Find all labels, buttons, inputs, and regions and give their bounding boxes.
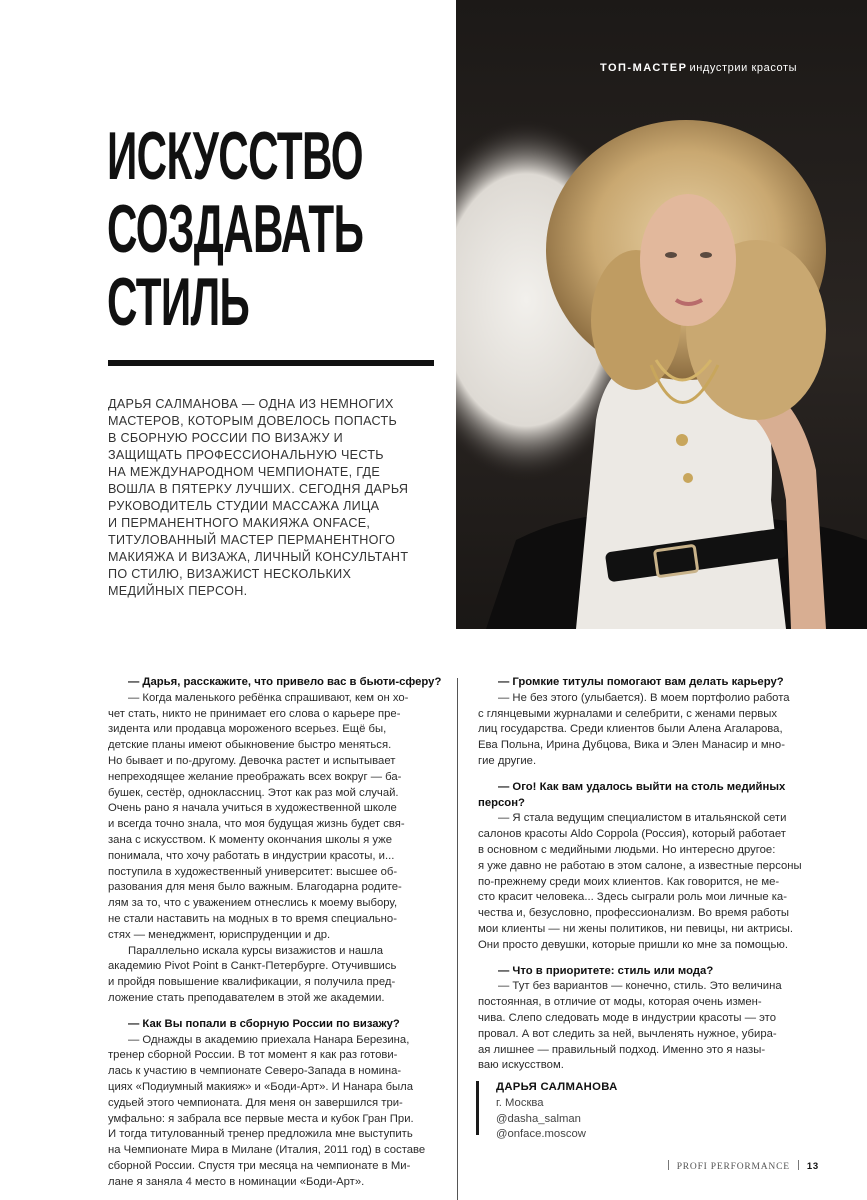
answer-line: умфально: я забрала все первые места и кубок Гран При. xyxy=(108,1112,414,1125)
answer-line: зидента или продавца мороженого всерьез. Ещё бы, xyxy=(108,723,387,736)
answer-line: — Когда маленького ребёнка спрашивают, кем он хо- xyxy=(128,691,409,704)
answer-line: понимала, что хочу работать в индустрии красоты, и... xyxy=(108,849,395,862)
answer-line: — Однажды в академию приехала Нанара Березина, xyxy=(128,1033,410,1046)
interview-question: — Громкие титулы помогают вам делать карьеру? xyxy=(498,676,784,688)
answer-line: Очень рано я начала учиться в художественной школе xyxy=(108,802,397,815)
column-divider xyxy=(457,678,458,1200)
answer-line: чет стать, никто не принимает его слова о карьере пре- xyxy=(108,707,401,720)
bio-city: г. Москва xyxy=(496,1096,544,1109)
answer-line: ложение стать преподавателем в этой же академии. xyxy=(108,991,385,1004)
lead-line: МАСТЕРОВ, КОТОРЫМ ДОВЕЛОСЬ ПОПАСТЬ xyxy=(108,414,398,428)
answer-line: — Не без этого (улыбается). В моем портфолио работа xyxy=(498,691,790,704)
answer-line: тренер сборной России. В тот момент я как раз готови- xyxy=(108,1049,398,1062)
answer-line: я уже давно не работаю в этом салоне, а известные персоны xyxy=(478,859,802,872)
answer-line: постоянная, в отличие от моды, которая очень измен- xyxy=(478,996,762,1009)
answer-line: Они просто девушки, которые пришли ко мне за помощью. xyxy=(478,938,788,951)
footer-separator xyxy=(668,1160,669,1170)
lead-line: ПО СТИЛЮ, ВИЗАЖИСТ НЕСКОЛЬКИХ xyxy=(108,567,352,581)
answer-line: Параллельно искала курсы визажистов и нашла xyxy=(128,944,384,957)
lead-line: И ПЕРМАНЕНТНОГО МАКИЯЖА ONFACE, xyxy=(108,516,371,530)
answer-line: циях «Подиумный макияж» и «Боди-Арт». И Нанара была xyxy=(108,1080,414,1093)
bio-name: ДАРЬЯ САЛМАНОВА xyxy=(496,1081,618,1093)
article-column-right xyxy=(478,675,804,1074)
answer-line: сборной России. Спустя три месяца на чемпионате в Ми- xyxy=(108,1159,411,1172)
interview-question: — Ого! Как вам удалось выйти на столь медийных xyxy=(498,780,786,793)
answer-line: — Я стала ведущим специалистом в итальянской сети xyxy=(498,812,787,825)
bio-handle: @onface.moscow xyxy=(496,1128,586,1141)
section-kicker xyxy=(600,62,850,74)
answer-line: бушек, сестёр, одноклассниц. Этот как раз мой случай. xyxy=(108,786,399,799)
answer-line: ваю искусством. xyxy=(478,1059,564,1072)
answer-line: непреходящее желание преображать всех вокруг — ба- xyxy=(108,770,402,783)
interview-question: персон? xyxy=(478,796,525,809)
answer-line: чива. Слепо следовать моде в индустрии красоты — это xyxy=(478,1011,776,1024)
title-rule xyxy=(108,360,434,366)
answer-line: не стали наставить на модных в то время специально- xyxy=(108,912,397,925)
article-column-left xyxy=(108,675,442,1191)
answer-line: академию Pivot Point в Санкт-Петербурге. Отучившись xyxy=(108,960,397,973)
answer-line: сто красит человека... Здесь сыграли роль мои личные ка- xyxy=(478,891,787,904)
lead-line: МАКИЯЖА И ВИЗАЖА, ЛИЧНЫЙ КОНСУЛЬТАНТ xyxy=(108,550,409,564)
interview-question: — Дарья, расскажите, что привело вас в бьюти-сферу? xyxy=(128,676,442,688)
title-line: СОЗДАВАТЬ xyxy=(107,191,364,267)
kicker-bold: ТОП-МАСТЕР xyxy=(600,62,688,74)
answer-line: разования для меня было важным. Благодарна родите- xyxy=(108,881,402,894)
lead-line: ВОШЛА В ПЯТЕРКУ ЛУЧШИХ. СЕГОДНЯ ДАРЬЯ xyxy=(108,482,409,496)
answer-line: детские планы имеют обыкновение быстро меняться. xyxy=(108,739,392,752)
answer-line: судьей этого чемпионата. Для меня он завершился три- xyxy=(108,1096,403,1109)
interview-question: — Что в приоритете: стиль или мода? xyxy=(498,964,714,977)
answer-line: стях — менеджмент, юриспруденции и др. xyxy=(108,928,331,941)
magazine-name: PROFI PERFORMANCE xyxy=(676,1162,790,1172)
lead-line: ДАРЬЯ САЛМАНОВА — ОДНА ИЗ НЕМНОГИХ xyxy=(108,397,394,411)
answer-line: — Тут без вариантов — конечно, стиль. Это величина xyxy=(498,980,782,993)
lead-line: РУКОВОДИТЕЛЬ СТУДИИ МАССАЖА ЛИЦА xyxy=(108,499,380,513)
answer-line: и пройдя повышение квалификации, я получила пред- xyxy=(108,976,396,989)
answer-line: лане я заняла 4 место в номинации «Боди-Арт». xyxy=(108,1175,365,1188)
answer-line: поступила в художественный университет: высшее об- xyxy=(108,865,398,878)
interview-question: — Как Вы попали в сборную России по визажу? xyxy=(128,1017,400,1030)
answer-line: с глянцевыми журналами и селебрити, с женами первых xyxy=(478,707,778,720)
answer-line: ая лишнее — правильный подход. Именно это я назы- xyxy=(478,1043,766,1056)
lead-line: МЕДИЙНЫХ ПЕРСОН. xyxy=(108,584,248,598)
answer-line: и всегда точно знала, что моя будущая жизнь будет свя- xyxy=(108,818,405,831)
hero-photo xyxy=(456,0,867,629)
answer-line: на Чемпионате Мира в Милане (Италия, 2011 год) в составе xyxy=(108,1144,426,1157)
title-line: ИСКУССТВО xyxy=(107,118,363,194)
answer-line: лась к участию в чемпионате Северо-Запада в номина- xyxy=(108,1065,402,1078)
answer-line: И тогда титулованный тренер предложила мне выступить xyxy=(108,1128,413,1141)
answer-line: Но бывает и по-другому. Девочка растет и испытывает xyxy=(108,754,396,767)
answer-line: в основном с медийными людьми. Но интересно другое: xyxy=(478,843,776,856)
title-line: СТИЛЬ xyxy=(107,264,250,340)
answer-line: лиц государства. Среди клиентов были Алена Агаларова, xyxy=(478,723,783,736)
answer-line: зана с искусством. К моменту окончания школы я уже xyxy=(108,833,393,846)
answer-line: гие другие. xyxy=(478,754,537,767)
page-number: 13 xyxy=(806,1161,819,1172)
lead-line: ЗАЩИЩАТЬ ПРОФЕССИОНАЛЬНУЮ ЧЕСТЬ xyxy=(108,448,384,462)
bio-handle: @dasha_salman xyxy=(496,1112,581,1125)
lead-line: НА МЕЖДУНАРОДНОМ ЧЕМПИОНАТЕ, ГДЕ xyxy=(108,465,381,479)
answer-line: лям за то, что с уважением отнеслись к моему выбору, xyxy=(108,897,398,910)
answer-line: по-прежнему среди моих клиентов. Как говорится, не ме- xyxy=(478,875,780,888)
answer-line: мои клиенты — ни жены политиков, ни певицы, ни актрисы. xyxy=(478,922,794,935)
answer-line: провал. А вот следить за ней, вычленять нужное, убира- xyxy=(478,1027,777,1040)
article-title xyxy=(107,118,364,340)
answer-line: салонов красоты Aldo Coppola (Россия), который работает xyxy=(478,828,786,841)
answer-line: Ева Польна, Ирина Дубцова, Вика и Элен Манасир и мно- xyxy=(478,739,785,752)
footer-separator xyxy=(798,1160,799,1170)
kicker-rest: индустрии красоты xyxy=(689,62,798,74)
lead-paragraph xyxy=(108,396,438,600)
portrait-illustration xyxy=(456,0,867,629)
bio-accent-bar xyxy=(476,1081,479,1135)
lead-line: В СБОРНУЮ РОССИИ ПО ВИЗАЖУ И xyxy=(108,431,344,445)
answer-line: чества и, безусловно, профессионализм. Во время работы xyxy=(478,907,789,920)
author-bio xyxy=(496,1080,618,1143)
page-footer xyxy=(660,1160,819,1172)
lead-line: ТИТУЛОВАННЫЙ МАСТЕР ПЕРМАНЕНТНОГО xyxy=(108,533,396,547)
